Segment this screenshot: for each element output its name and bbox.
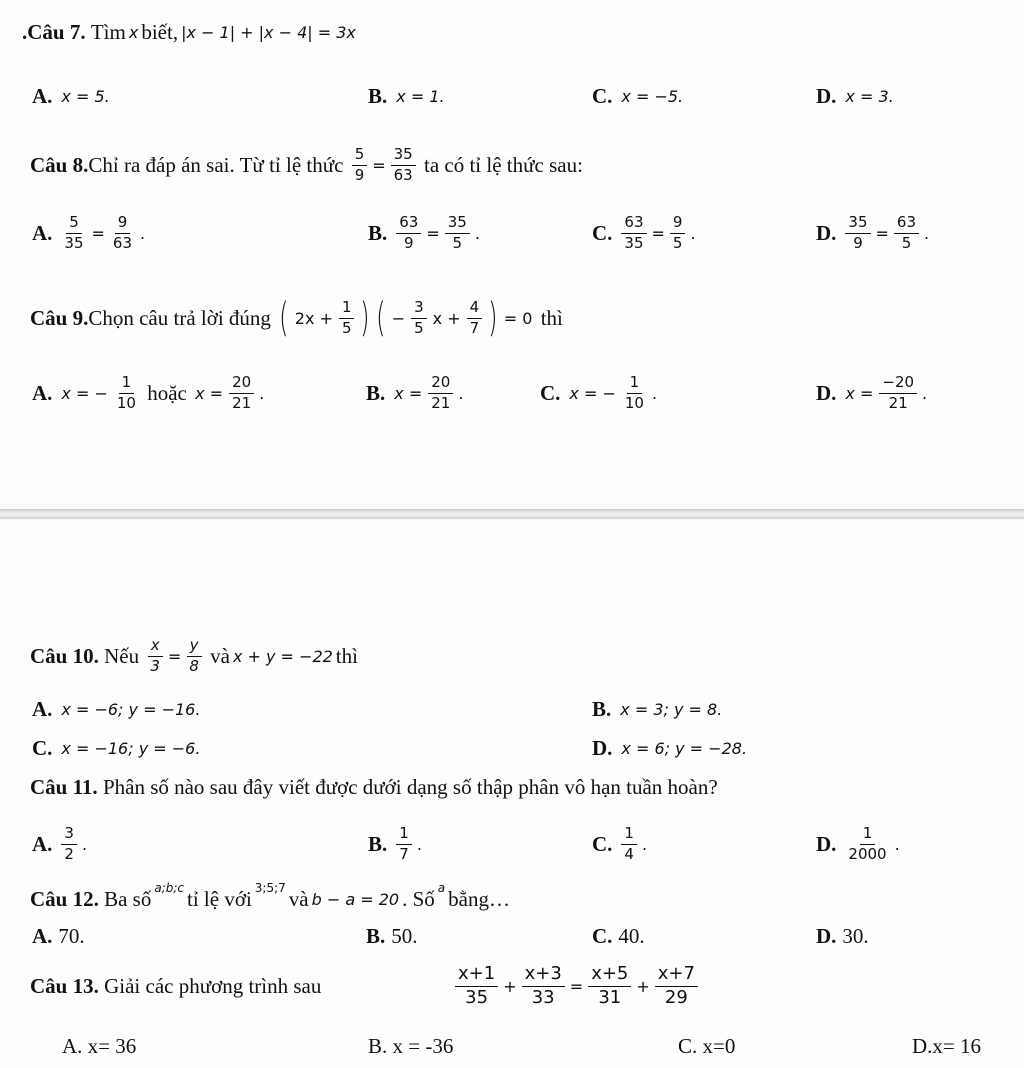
q11-title: Câu 11. [30, 774, 98, 799]
q9-text: Chọn câu trả lời đúng [88, 305, 271, 330]
answer-fraction: $\frac{3}{2}$ [61, 825, 77, 863]
q9-eq-fraction-1: $\frac{1}{5}$ [339, 299, 355, 337]
answer-value: x = 5. [61, 86, 110, 106]
q7-text2: biết, [141, 19, 179, 44]
q13-title: Câu 13. [30, 973, 99, 998]
answer-fraction: $\frac{20}{21}$ [229, 374, 254, 412]
answer-left-fraction: $\frac{35}{9}$ [845, 214, 870, 252]
answer-value: x= 16 [932, 1033, 982, 1058]
answer-value: x = 1. [396, 86, 445, 106]
q12-condition: b − a = 20 [311, 889, 400, 909]
q8-text2: ta có tỉ lệ thức sau: [423, 152, 583, 177]
answer-var: x = − [61, 383, 108, 403]
answer-label: C. [592, 831, 613, 856]
answer-label: B. [368, 83, 388, 108]
q11-answer-a[interactable]: A. $\frac{3}{2}$ . [32, 824, 88, 863]
question-10: Câu 10. Nếu $\frac{x}{3}$ = $\frac{y}{8}$ và x + y = −22 thì [30, 636, 358, 675]
answer-label: D. [912, 1033, 933, 1058]
q10-answer-c[interactable] [32, 726, 203, 770]
q10-answer-b[interactable] [592, 687, 725, 731]
q10-answer-a[interactable] [32, 687, 203, 731]
q11-answers [0, 822, 1024, 866]
q9-eq-rhs: = 0 [503, 308, 533, 328]
answer-value: x= 36 [87, 1033, 137, 1058]
answer-label: B. [592, 696, 612, 721]
q9-answer-a[interactable]: A. x = − $\frac{1}{10}$ hoặc x = $\frac{20}{21}$ . [32, 373, 265, 412]
q13-fraction-4: $\frac{x+7}{29}$ [655, 964, 698, 1008]
q7-answers [0, 74, 1024, 118]
answer-label: B. [368, 220, 388, 245]
answer-right-fraction: $\frac{9}{63}$ [112, 213, 133, 252]
answer-left-fraction: $\frac{63}{9}$ [396, 214, 421, 252]
answer-value: 30. [842, 923, 869, 948]
q10-text: Nếu [104, 643, 140, 668]
q12-text-5: bằng… [448, 886, 510, 911]
q10-answers-row-2 [0, 726, 1024, 770]
q8-text: Chỉ ra đáp án sai. Từ tỉ lệ thức [88, 152, 344, 177]
answer-label: B. [366, 380, 386, 405]
answer-value: 50. [391, 923, 418, 948]
question-8: Câu 8. Chỉ ra đáp án sai. Từ tỉ lệ thức $\frac{5}{9}$ = $\frac{35}{63}$ ta có tỉ lệ thức sau: [30, 145, 583, 184]
answer-fraction: $\frac{1}{4}$ [621, 825, 637, 863]
answer-label: C. [540, 380, 561, 405]
answer-value: 70. [58, 923, 85, 948]
q7-text: Tìm [90, 19, 126, 44]
answer-label: B. [368, 831, 388, 856]
q9-eq-term-b: − [391, 308, 406, 328]
answer-label: D. [816, 831, 837, 856]
q8-fraction-1: $\frac{5}{9}$ [352, 146, 368, 184]
answer-label: B. [368, 1033, 388, 1058]
q7-answer-a[interactable] [32, 74, 113, 118]
answer-var: x = [195, 383, 224, 403]
answer-label: A. [32, 83, 53, 108]
answer-value: x = 3. [845, 86, 894, 106]
q10-title: Câu 10. [30, 643, 99, 668]
q13-answer-d[interactable] [912, 1024, 981, 1068]
answer-fraction: $\frac{1}{10}$ [116, 373, 136, 412]
q13-answer-b[interactable] [368, 1024, 453, 1068]
q8-answers [0, 211, 1024, 255]
answer-value: x = −6; y = −16. [61, 699, 201, 719]
q12-answer-a[interactable] [32, 914, 85, 958]
q8-fraction-2: $\frac{35}{63}$ [391, 146, 416, 184]
answer-label: B. [366, 923, 386, 948]
q13-text: Giải các phương trình sau [104, 973, 322, 998]
answer-label: A. [32, 831, 53, 856]
q11-answer-d[interactable]: D. $\frac{1}{2000}$ . [816, 824, 900, 863]
q10-text2: thì [335, 643, 358, 668]
q12-text-3: và [288, 886, 309, 911]
q12-title: Câu 12. [30, 886, 99, 911]
answer-value: x = -36 [392, 1033, 454, 1058]
q9-eq-term-a: 2x + [294, 308, 333, 328]
q8-answer-b[interactable]: B. $\frac{63}{9}$ = $\frac{35}{5}$ . [368, 213, 480, 252]
answer-var: x = [394, 383, 423, 403]
q13-answers [0, 1024, 1024, 1068]
q8-title: Câu 8. [30, 152, 89, 177]
q13-fraction-1: $\frac{x+1}{35}$ [455, 964, 498, 1008]
answer-fraction: $\frac{1}{2000}$ [848, 824, 887, 863]
q11-text: Phân số nào sau đây viết được dưới dạng số thập phân vô hạn tuần hoàn? [102, 774, 718, 799]
q9-answer-c[interactable]: C. x = − $\frac{1}{10}$ . [540, 373, 658, 412]
q7-answer-d[interactable] [816, 74, 897, 118]
q8-answer-d[interactable]: D. $\frac{35}{9}$ = $\frac{63}{5}$ . [816, 213, 930, 252]
q13-fraction-2: $\frac{x+3}{33}$ [522, 964, 565, 1008]
q9-eq-fraction-3: $\frac{4}{7}$ [467, 299, 483, 337]
q13-fraction-3: $\frac{x+5}{31}$ [588, 964, 631, 1008]
answer-right-fraction: $\frac{35}{5}$ [445, 214, 470, 252]
answer-var: x = [845, 383, 874, 403]
q10-answer-d[interactable] [592, 726, 750, 770]
q7-equation: |x − 1| + |x − 4| = 3x [181, 22, 356, 42]
answer-label: D. [816, 83, 837, 108]
q9-text2: thì [540, 305, 563, 330]
q7-answer-c[interactable] [592, 74, 686, 118]
q12-var-a: a [437, 881, 446, 895]
q10-fraction-2: $\frac{y}{8}$ [186, 637, 202, 675]
answer-value: x = 6; y = −28. [621, 738, 748, 758]
answer-value: 40. [618, 923, 645, 948]
question-7 [0, 10, 1024, 54]
answer-value: x=0 [702, 1033, 736, 1058]
answer-left-fraction: $\frac{63}{35}$ [621, 214, 646, 252]
q13-answer-a[interactable] [62, 1024, 136, 1068]
q12-answer-b[interactable] [366, 914, 418, 958]
answer-fraction: $\frac{-20}{21}$ [879, 374, 917, 412]
q9-answer-b[interactable]: B. x = $\frac{20}{21}$ . [366, 373, 464, 412]
q13-answer-c[interactable] [678, 1024, 735, 1068]
answer-label: A. [62, 1033, 83, 1058]
answer-fraction: $\frac{1}{7}$ [396, 825, 412, 863]
q9-title: Câu 9. [30, 305, 89, 330]
q7-answer-b[interactable] [368, 74, 448, 118]
answer-label: C. [592, 220, 613, 245]
q12-answers [0, 914, 1024, 958]
q11-answer-c[interactable]: C. $\frac{1}{4}$ . [592, 824, 648, 863]
section-divider [0, 509, 1024, 519]
question-13: Câu 13. Giải các phương trình sau $\frac{x+1}{35}$ + $\frac{x+3}{33}$ = $\frac{x+5}{31}$ + $\frac{x+7}{29}$ [0, 964, 1024, 1008]
answer-right-fraction: $\frac{63}{5}$ [894, 214, 919, 252]
q8-answer-a[interactable]: A. $\frac{5}{35}$ = $\frac{9}{63}$ . [32, 213, 146, 252]
q7-title: Câu 7. [27, 19, 86, 44]
answer-label: A. [32, 380, 53, 405]
answer-fraction: $\frac{1}{10}$ [624, 373, 644, 412]
q11-answer-b[interactable]: B. $\frac{1}{7}$ . [368, 824, 422, 863]
q7-prefix: . [22, 19, 28, 44]
answer-value: x = 3; y = 8. [620, 699, 723, 719]
q8-answer-c[interactable]: C. $\frac{63}{35}$ = $\frac{9}{5}$ . [592, 213, 696, 252]
answer-label: A. [32, 220, 53, 245]
answer-fraction: $\frac{20}{21}$ [428, 374, 453, 412]
answer-label: C. [678, 1033, 698, 1058]
answer-label: D. [816, 923, 837, 948]
q12-text-2: tỉ lệ với [187, 886, 252, 911]
answer-label: A. [32, 696, 53, 721]
answer-label: C. [32, 735, 53, 760]
answer-label: D. [816, 220, 837, 245]
q9-eq-fraction-2: $\frac{3}{5}$ [411, 299, 427, 337]
question-9: Câu 9. Chọn câu trả lời đúng ( 2x + $\frac{1}{5}$ ) ( − $\frac{3}{5}$ x + $\frac{4}{7}$ ) = 0 thì [30, 295, 563, 341]
answer-value: x = −5. [621, 86, 684, 106]
answer-label: D. [816, 380, 837, 405]
answer-label: D. [592, 735, 613, 760]
q12-vars: a;b;c [154, 881, 185, 895]
q9-answer-d[interactable]: D. x = $\frac{-20}{21}$ . [816, 373, 928, 412]
q9-eq-term-c: x + [432, 308, 461, 328]
question-11 [0, 765, 1024, 809]
q10-fraction-1: $\frac{x}{3}$ [147, 637, 163, 675]
answer-left-fraction: $\frac{5}{35}$ [64, 213, 84, 252]
q10-answers-row-1 [0, 687, 1024, 731]
q9-answers [0, 371, 1024, 415]
q12-answer-c[interactable] [592, 914, 645, 958]
q10-and: và [210, 643, 230, 668]
q12-text-1: Ba số [104, 886, 152, 911]
answer-label: C. [592, 83, 613, 108]
answer-or: hoặc [147, 380, 187, 405]
q10-condition: x + y = −22 [232, 646, 333, 666]
q12-ratio: 3;5;7 [254, 881, 286, 895]
q12-text-4: . Số [402, 886, 435, 911]
answer-label: C. [592, 923, 613, 948]
answer-var: x = − [569, 383, 616, 403]
q12-answer-d[interactable] [816, 914, 869, 958]
q7-var: x [128, 22, 139, 42]
answer-right-fraction: $\frac{9}{5}$ [670, 214, 686, 252]
answer-label: A. [32, 923, 53, 948]
answer-value: x = −16; y = −6. [61, 738, 201, 758]
